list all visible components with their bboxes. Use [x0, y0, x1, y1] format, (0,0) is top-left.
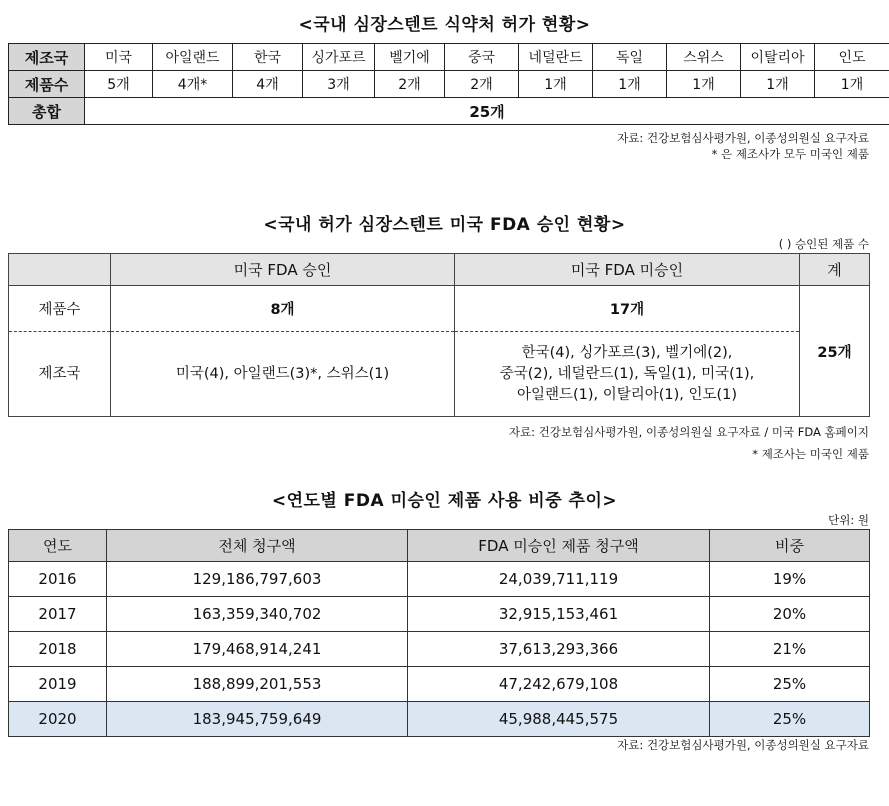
table1-title: <국내 심장스텐트 식약처 허가 현황> — [298, 15, 591, 35]
count-cell: 1개 — [593, 71, 667, 98]
ratio-cell: 25% — [710, 702, 870, 737]
yearly-trend-table — [8, 529, 870, 737]
table3-unit: 단위: 원 — [828, 513, 869, 527]
country-cell: 네덜란드 — [519, 44, 593, 71]
country-cell: 한국 — [233, 44, 303, 71]
count-cell: 1개 — [667, 71, 741, 98]
country-cell: 아일랜드 — [153, 44, 233, 71]
unapproved-countries-line: 한국(4), 싱가포르(3), 벨기에(2), — [521, 344, 733, 361]
col-unapproved: 미국 FDA 미승인 — [455, 254, 800, 286]
table-row — [9, 597, 870, 632]
year-cell: 2016 — [9, 562, 107, 597]
table3-source: 자료: 건강보험심사평가원, 이종성의원실 요구자료 — [617, 738, 869, 752]
year-cell: 2018 — [9, 632, 107, 667]
row-count-label: 제품수 — [9, 286, 111, 332]
year-cell: 2019 — [9, 667, 107, 702]
table-row — [9, 562, 870, 597]
table2-footnote: * 제조사는 미국인 제품 — [752, 447, 869, 461]
country-cell: 벨기에 — [375, 44, 445, 71]
unapproved-claim-cell: 45,988,445,575 — [408, 702, 710, 737]
approval-table — [8, 43, 889, 125]
unapproved-countries-line: 아일랜드(1), 이탈리아(1), 인도(1) — [516, 386, 738, 403]
count-cell: 1개 — [815, 71, 889, 98]
table-row — [9, 702, 870, 737]
ratio-cell: 21% — [710, 632, 870, 667]
unapproved-claim-cell: 32,915,153,461 — [408, 597, 710, 632]
count-cell: 4개 — [233, 71, 303, 98]
total-claim-cell: 163,359,340,702 — [107, 597, 408, 632]
col-approved: 미국 FDA 승인 — [111, 254, 455, 286]
count-cell: 3개 — [303, 71, 375, 98]
unapproved-countries-line: 중국(2), 네덜란드(1), 독일(1), 미국(1), — [499, 365, 755, 382]
country-cell: 인도 — [815, 44, 889, 71]
total-cell: 25개 — [85, 98, 889, 125]
table2-unit-note: ( ) 승인된 제품 수 — [778, 237, 869, 251]
ratio-cell: 20% — [710, 597, 870, 632]
row-header-total: 총합 — [9, 98, 85, 125]
row-header-country: 제조국 — [9, 44, 85, 71]
unapproved-claim-cell: 37,613,293,366 — [408, 632, 710, 667]
country-cell: 싱가포르 — [303, 44, 375, 71]
approved-countries: 미국(4), 아일랜드(3)*, 스위스(1) — [111, 332, 455, 417]
header-row — [9, 254, 870, 286]
ratio-cell: 19% — [710, 562, 870, 597]
unapproved-claim-cell: 24,039,711,119 — [408, 562, 710, 597]
count-cell: 2개 — [375, 71, 445, 98]
header-row — [9, 530, 870, 562]
count-cell: 5개 — [85, 71, 153, 98]
table1-source: 자료: 건강보험심사평가원, 이종성의원실 요구자료 — [617, 131, 869, 145]
row-header-count: 제품수 — [9, 71, 85, 98]
country-row — [9, 332, 870, 417]
ratio-cell: 25% — [710, 667, 870, 702]
table-row — [9, 667, 870, 702]
total-claim-cell: 188,899,201,553 — [107, 667, 408, 702]
total-claim-cell: 129,186,797,603 — [107, 562, 408, 597]
col-year: 연도 — [9, 530, 107, 562]
total-row — [9, 98, 889, 125]
country-cell: 미국 — [85, 44, 153, 71]
count-cell: 4개* — [153, 71, 233, 98]
table3-title: <연도별 FDA 미승인 제품 사용 비중 추이> — [271, 491, 618, 511]
table2-source: 자료: 건강보험심사평가원, 이종성의원실 요구자료 / 미국 FDA 홈페이지 — [508, 425, 869, 439]
total-claim-cell: 183,945,759,649 — [107, 702, 408, 737]
table2-title: <국내 허가 심장스텐트 미국 FDA 승인 현황> — [263, 215, 626, 235]
total-claim-cell: 179,468,914,241 — [107, 632, 408, 667]
count-cell: 1개 — [741, 71, 815, 98]
unapproved-claim-cell: 47,242,679,108 — [408, 667, 710, 702]
year-cell: 2017 — [9, 597, 107, 632]
count-cell: 1개 — [519, 71, 593, 98]
country-cell: 스위스 — [667, 44, 741, 71]
country-cell: 중국 — [445, 44, 519, 71]
table-row — [9, 632, 870, 667]
count-cell: 2개 — [445, 71, 519, 98]
fda-approval-table — [8, 253, 870, 417]
year-cell: 2020 — [9, 702, 107, 737]
unapproved-count: 17개 — [455, 286, 800, 332]
total-cell: 25개 — [800, 286, 870, 417]
country-cell: 이탈리아 — [741, 44, 815, 71]
approved-count: 8개 — [111, 286, 455, 332]
col-total-claim: 전체 청구액 — [107, 530, 408, 562]
country-cell: 독일 — [593, 44, 667, 71]
col-total: 계 — [800, 254, 870, 286]
col-unapproved-claim: FDA 미승인 제품 청구액 — [408, 530, 710, 562]
count-row — [9, 71, 889, 98]
count-row — [9, 286, 870, 332]
country-row — [9, 44, 889, 71]
col-ratio: 비중 — [710, 530, 870, 562]
table1-footnote: * 은 제조사가 모두 미국인 제품 — [711, 147, 869, 161]
row-country-label: 제조국 — [9, 332, 111, 417]
unapproved-countries — [455, 332, 800, 417]
corner-cell — [9, 254, 111, 286]
